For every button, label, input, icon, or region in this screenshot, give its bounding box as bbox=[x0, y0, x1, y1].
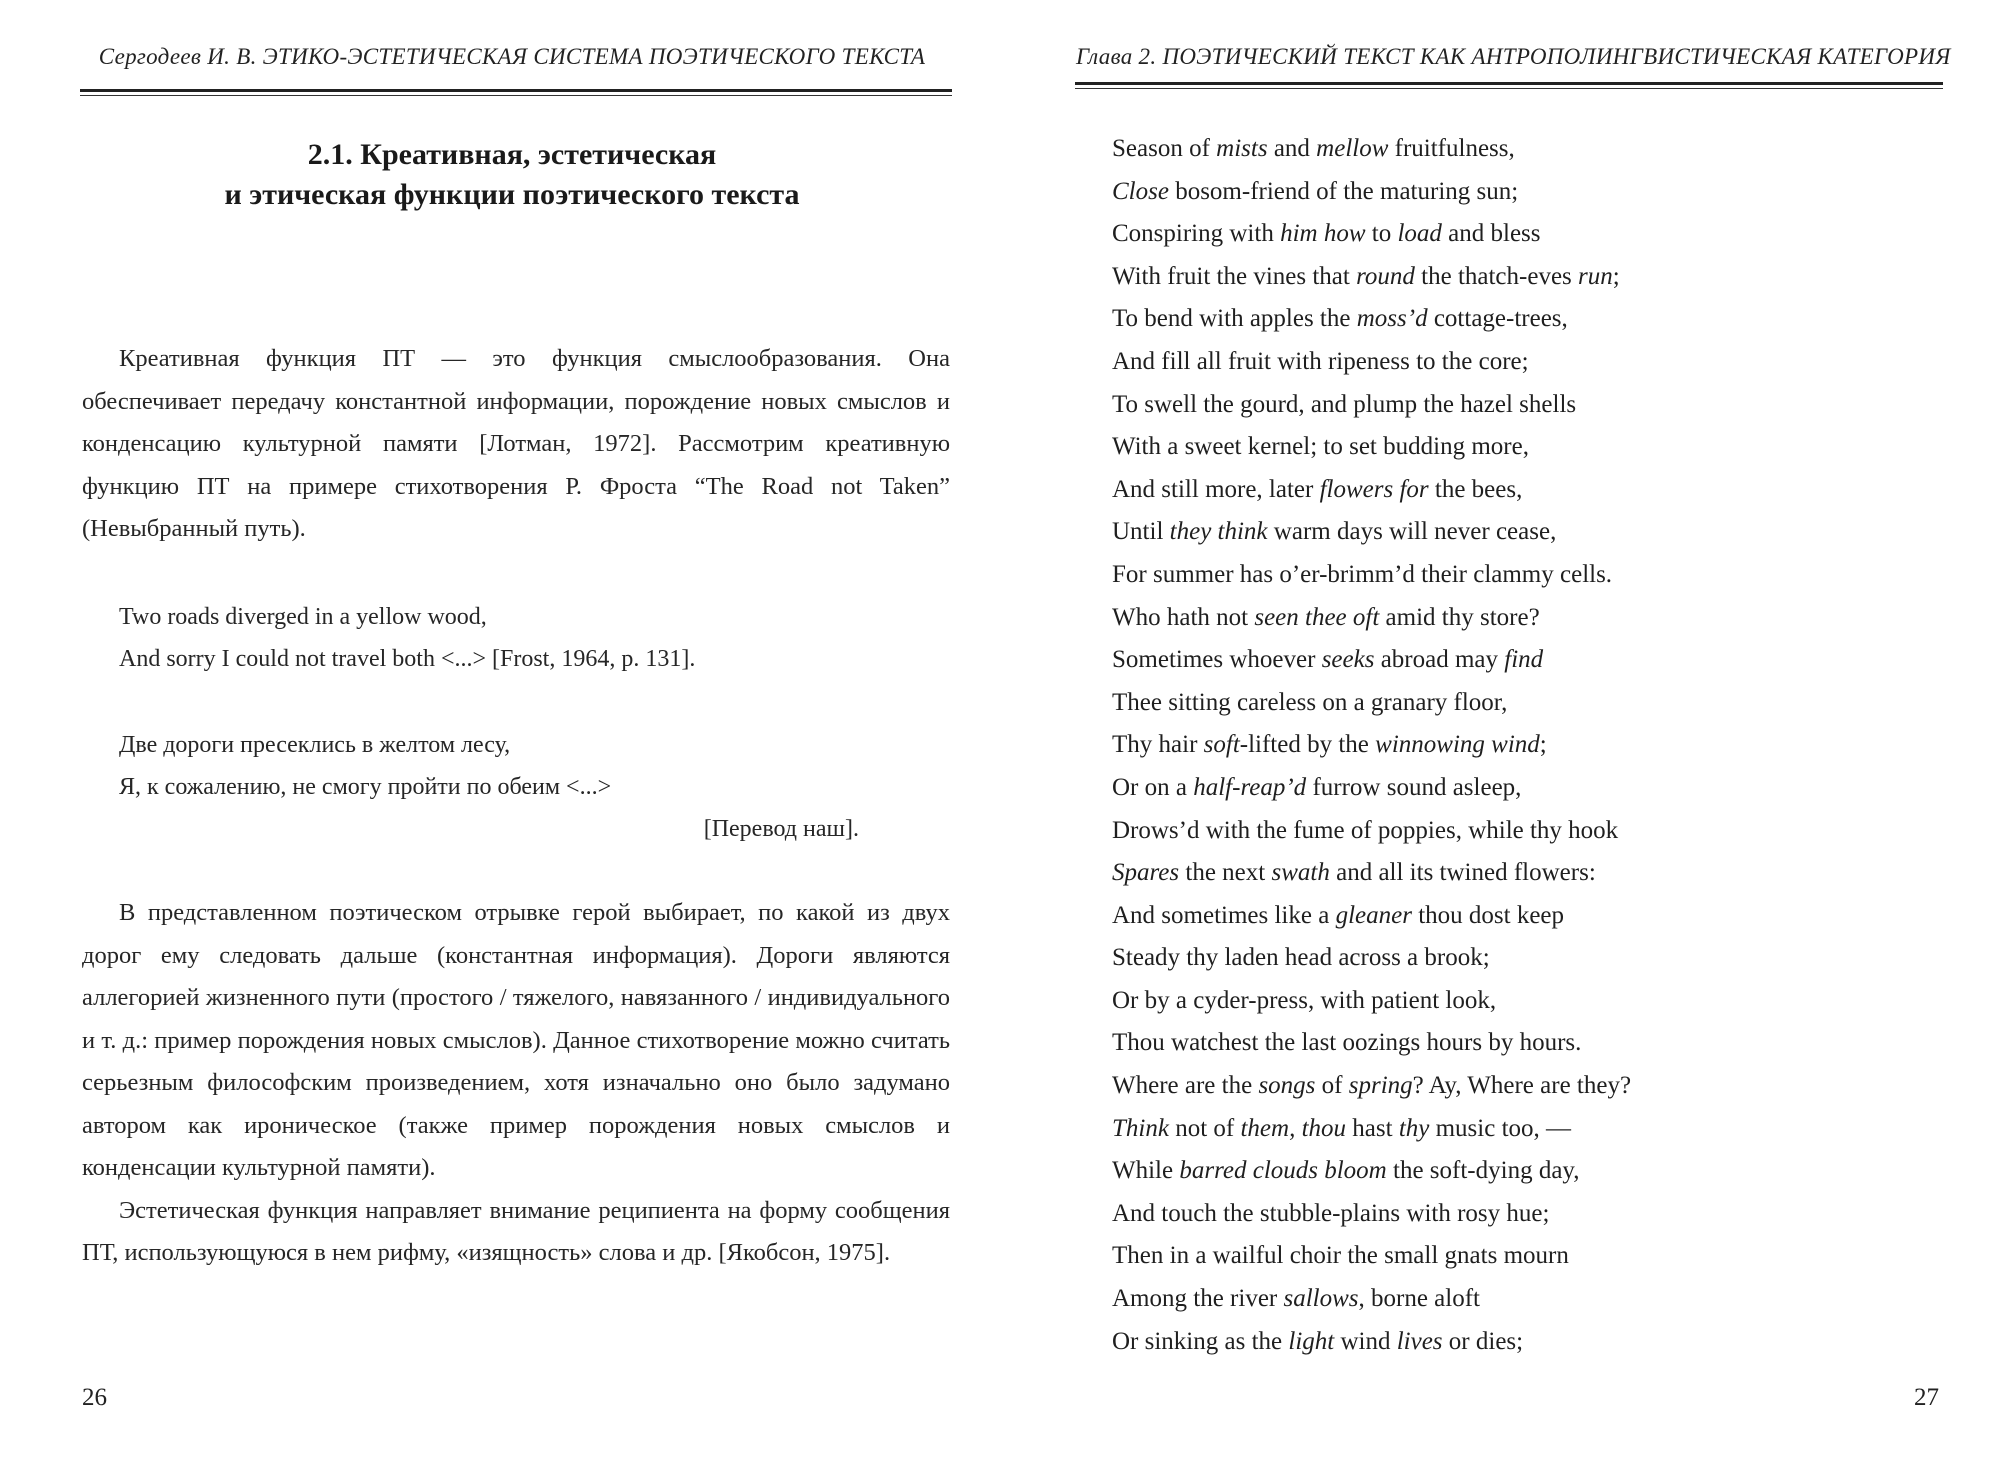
poem-segment: , borne aloft bbox=[1358, 1285, 1480, 1313]
poem-line bbox=[1112, 384, 1932, 427]
poem-italic-segment: spring bbox=[1348, 1072, 1413, 1100]
poem-line bbox=[1112, 1065, 1932, 1108]
right-page bbox=[1000, 0, 2000, 1479]
poem-line bbox=[1112, 1193, 1932, 1236]
poem-italic-segment: half-reap’d bbox=[1193, 773, 1307, 801]
paragraph-analysis bbox=[82, 892, 950, 1275]
poem-italic-segment: thy bbox=[1398, 1114, 1430, 1142]
poem-italic-segment: moss’d bbox=[1356, 305, 1428, 333]
poem-segment: not of bbox=[1168, 1114, 1241, 1142]
paragraph-1: Креативная функция ПТ — это функция смыслообразования. Она обеспечивает передачу константной информации, порождение новых смыслов и конденсацию культурной памяти [Лотман, 1972]. Рассмотрим креативную функцию ПТ на примере стихотворения Р. Фроста “The Road not Taken” (Невыбранный путь). bbox=[82, 345, 950, 542]
poem-text bbox=[1112, 128, 1932, 1363]
poem-italic-segment: Think bbox=[1112, 1114, 1169, 1142]
poem-segment: furrow sound asleep, bbox=[1306, 773, 1522, 801]
poem-italic-segment: barred clouds bloom bbox=[1179, 1157, 1387, 1185]
poem-line bbox=[1112, 554, 1932, 597]
poem-segment: hast bbox=[1346, 1114, 1399, 1142]
poem-line bbox=[1112, 1235, 1932, 1278]
poem-italic-segment: him how bbox=[1280, 220, 1366, 248]
quote-en-line-2: And sorry I could not travel both <...> [Frost, 1964, p. 131]. bbox=[119, 646, 696, 672]
poem-italic-segment: seen thee oft bbox=[1254, 603, 1380, 631]
poem-italic-segment: Close bbox=[1112, 177, 1169, 205]
poem-segment: music too, — bbox=[1429, 1114, 1572, 1142]
poem-segment: the thatch-eves bbox=[1414, 262, 1579, 290]
quote-ru-line-2: Я, к сожалению, не смогу пройти по обеим <...> bbox=[119, 774, 612, 800]
quote-ru-source: [Перевод наш]. bbox=[703, 816, 859, 842]
poem-segment: of bbox=[1315, 1072, 1349, 1100]
poem-segment: Until bbox=[1112, 518, 1170, 546]
poem-line bbox=[1112, 1022, 1932, 1065]
poem-italic-segment: them, thou bbox=[1240, 1114, 1347, 1142]
poem-segment: abroad may bbox=[1374, 646, 1505, 674]
poem-line bbox=[1112, 1108, 1932, 1151]
paragraph-creative-function bbox=[82, 338, 950, 551]
poem-segment: Among the river bbox=[1112, 1285, 1284, 1313]
poem-segment: While bbox=[1112, 1157, 1180, 1185]
poem-line bbox=[1112, 511, 1932, 554]
poem-italic-segment: find bbox=[1504, 646, 1544, 674]
poem-segment: With a sweet kernel; to set budding more, bbox=[1112, 433, 1529, 461]
poem-segment: bosom-friend of the maturing sun; bbox=[1168, 177, 1519, 205]
poem-segment: Thee sitting careless on a granary floor, bbox=[1112, 688, 1508, 716]
poem-segment: or dies; bbox=[1442, 1327, 1524, 1355]
poem-segment: the next bbox=[1179, 859, 1272, 887]
poem-segment: and bless bbox=[1441, 220, 1541, 248]
poem-line bbox=[1112, 128, 1932, 171]
poem-segment: And fill all fruit with ripeness to the core; bbox=[1112, 347, 1529, 375]
poem-segment: Steady thy laden head across a brook; bbox=[1112, 944, 1490, 972]
poem-line bbox=[1112, 597, 1932, 640]
poem-italic-segment: mists bbox=[1216, 135, 1268, 162]
poem-segment: Conspiring with bbox=[1112, 220, 1281, 248]
poem-segment: Or sinking as the bbox=[1112, 1327, 1289, 1355]
section-title-line-1: 2.1. Креативная, эстетическая bbox=[307, 138, 717, 171]
poem-line bbox=[1112, 767, 1932, 810]
poem-segment: Where are the bbox=[1112, 1072, 1259, 1100]
poem-italic-segment: lives bbox=[1396, 1327, 1443, 1355]
poem-italic-segment: light bbox=[1288, 1327, 1335, 1355]
poem-segment: ; bbox=[1612, 262, 1620, 290]
poem-segment: To swell the gourd, and plump the hazel shells bbox=[1112, 390, 1577, 418]
poem-italic-segment: sallows bbox=[1283, 1285, 1359, 1313]
poem-segment: ? Ay, Where are they? bbox=[1412, 1072, 1632, 1100]
quote-ru-line-1: Две дороги пресеклись в желтом лесу, bbox=[119, 732, 511, 758]
poem-segment: thou dost keep bbox=[1411, 901, 1565, 929]
poem-line bbox=[1112, 724, 1932, 767]
poem-segment: Season of bbox=[1112, 135, 1217, 162]
poem-line bbox=[1112, 682, 1932, 725]
poem-line bbox=[1112, 213, 1932, 256]
poem-segment: Then in a wailful choir the small gnats mourn bbox=[1112, 1242, 1569, 1270]
poem-segment: And still more, later bbox=[1112, 475, 1320, 503]
poem-italic-segment: songs bbox=[1258, 1072, 1316, 1100]
poem-line bbox=[1112, 298, 1932, 341]
page-number-right: 27 bbox=[1914, 1384, 1939, 1411]
quote-russian bbox=[119, 724, 879, 850]
poem-segment: And sometimes like a bbox=[1112, 901, 1336, 929]
poem-segment: Or on a bbox=[1112, 773, 1194, 801]
poem-line bbox=[1112, 469, 1932, 512]
poem-line bbox=[1112, 937, 1932, 980]
poem-segment: And touch the stubble-plains with rosy hue; bbox=[1112, 1199, 1550, 1227]
poem-segment: For summer has o’er-brimm’d their clammy cells. bbox=[1112, 560, 1613, 588]
poem-line bbox=[1112, 810, 1932, 853]
poem-segment: Or by a cyder-press, with patient look, bbox=[1112, 986, 1497, 1014]
poem-italic-segment: Spares bbox=[1112, 859, 1180, 887]
running-head-right: Глава 2. ПОЭТИЧЕСКИЙ ТЕКСТ КАК АНТРОПОЛИНГВИСТИЧЕСКАЯ КАТЕГОРИЯ bbox=[1076, 44, 1951, 69]
poem-segment: -lifted by the bbox=[1239, 731, 1376, 759]
poem-segment: ; bbox=[1539, 731, 1547, 759]
poem-segment: cottage-trees, bbox=[1427, 305, 1568, 333]
poem-italic-segment: gleaner bbox=[1335, 901, 1412, 929]
header-rule-thick bbox=[80, 89, 952, 92]
poem-italic-segment: soft bbox=[1203, 731, 1240, 759]
poem-line bbox=[1112, 1150, 1932, 1193]
poem-segment: the bees, bbox=[1428, 475, 1523, 503]
poem-italic-segment: mellow bbox=[1316, 135, 1389, 162]
poem-italic-segment: flowers for bbox=[1319, 475, 1429, 503]
poem-line bbox=[1112, 256, 1932, 299]
poem-segment: Who hath not bbox=[1112, 603, 1255, 631]
poem-line bbox=[1112, 341, 1932, 384]
poem-line bbox=[1112, 895, 1932, 938]
section-title bbox=[82, 135, 942, 215]
poem-segment: amid thy store? bbox=[1379, 603, 1540, 631]
quote-en-line-1: Two roads diverged in a yellow wood, bbox=[119, 604, 487, 630]
paragraph-3: Эстетическая функция направляет внимание реципиента на форму сообщения ПТ, использующуюся в нем рифму, «изящность» слова и др. [Якобсон, 1975]. bbox=[82, 1196, 950, 1266]
poem-segment: With fruit the vines that bbox=[1112, 262, 1357, 290]
poem-line bbox=[1112, 426, 1932, 469]
poem-italic-segment: they think bbox=[1169, 518, 1268, 546]
poem-segment: Thou watchest the last oozings hours by hours. bbox=[1112, 1029, 1582, 1057]
poem-segment: to bbox=[1365, 220, 1398, 248]
poem-segment: the soft-dying day, bbox=[1386, 1157, 1580, 1185]
poem-italic-segment: seeks bbox=[1321, 646, 1375, 674]
poem-line bbox=[1112, 1278, 1932, 1321]
poem-line bbox=[1112, 852, 1932, 895]
quote-english bbox=[119, 596, 879, 680]
poem-italic-segment: run bbox=[1578, 262, 1613, 290]
poem-line bbox=[1112, 1321, 1932, 1364]
poem-segment: wind bbox=[1334, 1327, 1397, 1355]
paragraph-2: В представленном поэтическом отрывке герой выбирает, по какой из двух дорог ему следовать дальше (константная информация). Дороги являются аллегорией жизненного пути (простого / тяжелого, навязанного / индивидуального и т. д.: пример порождения новых смыслов). Данное стихотворение можно считать серьезным философским произведением, хотя изначально оно было задумано автором как ироническое (также пример порождения новых смыслов и конденсации культурной памяти). bbox=[82, 899, 950, 1181]
poem-segment: Drows’d with the fume of poppies, while thy hook bbox=[1112, 816, 1619, 844]
section-title-line-2: и этическая функции поэтического текста bbox=[224, 178, 800, 211]
poem-segment: Thy hair bbox=[1112, 731, 1204, 759]
header-rule-thick-right bbox=[1075, 82, 1943, 85]
running-head-left: Сергодеев И. В. ЭТИКО-ЭСТЕТИЧЕСКАЯ СИСТЕМА ПОЭТИЧЕСКОГО ТЕКСТА bbox=[98, 44, 926, 69]
poem-segment: and all its twined flowers: bbox=[1329, 859, 1596, 887]
poem-italic-segment: round bbox=[1356, 262, 1415, 290]
poem-segment: To bend with apples the bbox=[1112, 305, 1357, 333]
header-rule-thin-right bbox=[1075, 88, 1943, 89]
poem-segment: Sometimes whoever bbox=[1112, 646, 1322, 674]
poem-italic-segment: winnowing wind bbox=[1375, 731, 1540, 759]
header-rule-thin bbox=[80, 95, 952, 96]
page-number-left: 26 bbox=[82, 1384, 107, 1411]
poem-line bbox=[1112, 639, 1932, 682]
poem-italic-segment: swath bbox=[1271, 859, 1330, 887]
poem-italic-segment: load bbox=[1397, 220, 1442, 248]
poem-line bbox=[1112, 171, 1932, 214]
poem-line bbox=[1112, 980, 1932, 1023]
poem-segment: warm days will never cease, bbox=[1267, 518, 1557, 546]
poem-segment: and bbox=[1267, 135, 1317, 162]
poem-segment: fruitfulness, bbox=[1388, 135, 1515, 162]
